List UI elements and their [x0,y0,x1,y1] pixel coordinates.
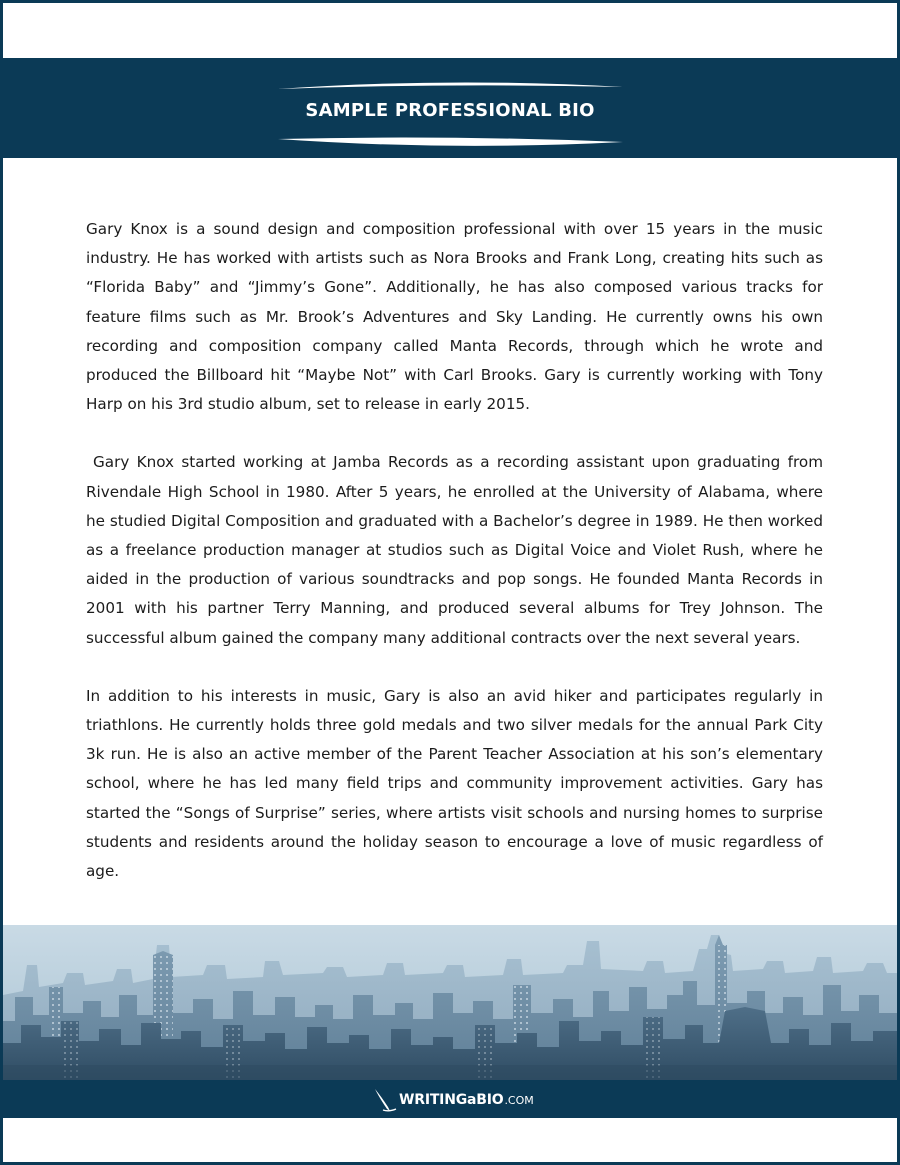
bio-paragraph-2: Gary Knox started working at Jamba Records as a recording assistant upon graduating from Rivendale High School in 1980. After 5 years, he enrolled at the University of Alabama, where he studied Digital Composition and graduated with a Bachelor’s degree in 1989. He then worked as a freelance production manager at studios such as Digital Voice and Violet Rush, where he aided in the production of various soundtracks and pop songs. He founded Manta Records in 2001 with his partner Terry Manning, and produced several albums for Trey Johnson. The successful album gained the company many additional contracts over the next several years. [86,453,823,647]
quill-pen-icon [373,1087,397,1113]
city-skyline-image [3,925,897,1081]
bio-paragraph-3: In addition to his interests in music, Gary is also an avid hiker and participates regularly in triathlons. He currently holds three gold medals and two silver medals for the annual Park City 3k run. He is also an active member of the Parent Teacher Association at his son’s elementary school, where he has led many field trips and community improvement activities. Gary has started the “Songs of Surprise” series, where artists visit schools and nursing homes to surprise students and residents around the holiday season to encourage a love of music regardless of age. [86,686,823,881]
page-title: SAMPLE PROFESSIONAL BIO [305,100,595,121]
footer-banner [3,1080,897,1118]
bio-paragraph-1: Gary Knox is a sound design and composition professional with over 15 years in the music industry. He has worked with artists such as Nora Brooks and Frank Long, creating hits such as “Florida Baby” and “Jimmy’s Gone”. Additionally, he has also composed various tracks for feature films such as Mr. Brook’s Adventures and Sky Landing. He currently owns his own recording and composition company called Manta Records, through which he wrote and produced the Billboard hit “Maybe Not” with Carl Brooks. Gary is currently working with Tony Harp on his 3rd studio album, set to release in early 2015. [86,220,823,414]
logo-wordmark: WRITINGaBIO [399,1092,504,1108]
logo-domain-suffix: .COM [504,1093,534,1107]
bio-body [86,215,823,915]
header-banner [3,58,897,158]
site-logo[interactable] [373,1087,534,1113]
